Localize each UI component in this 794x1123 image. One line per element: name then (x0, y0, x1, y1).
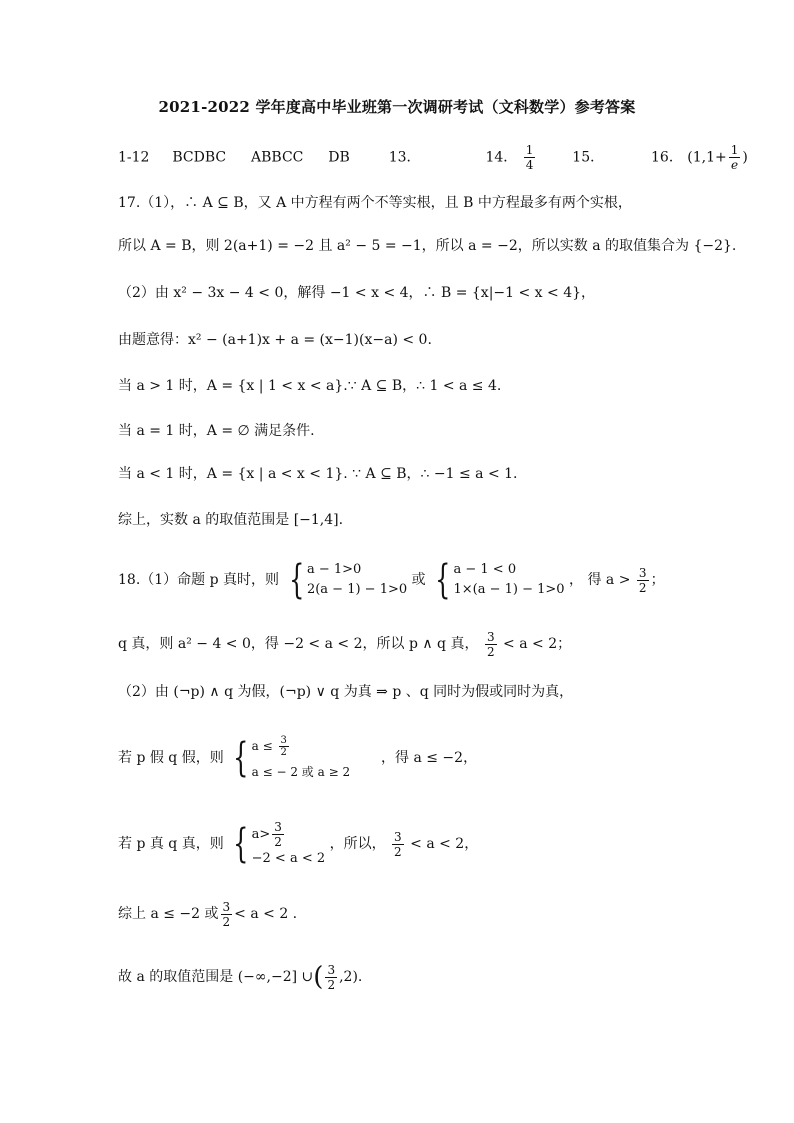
answer-16-pre: (1,1+ (687, 149, 727, 166)
p18-l7-end: . (357, 969, 363, 985)
answer-13: 13． (388, 149, 421, 166)
p18-l6-fraction: $\frac{3}{2}$ (222, 899, 231, 929)
p18-l5-mid: ，所以， (329, 836, 386, 852)
p18-line-4 (118, 730, 477, 786)
p18-system-1: { a − 1>0 2(a − 1) − 1>0 (288, 557, 408, 603)
p18-l1-result: ， 得 a > (569, 572, 631, 588)
p18-line-7 (118, 958, 362, 996)
sys4-row-2: −2 < a < 2 (251, 850, 326, 866)
sys2-row-2: 1×(a − 1) − 1>0 (453, 582, 565, 597)
p18-l7-text: 故 a 的取值范围是 (−∞,−2] ∪ (118, 969, 314, 985)
sys1-row-2: 2(a − 1) − 1>0 (306, 582, 408, 597)
p18-system-4: { a> $\frac{3}{2}$ −2 < a < 2 (233, 819, 326, 867)
p18-l4-end: ，得 a ≤ −2， (381, 750, 478, 766)
answer-range: 1-12 (118, 149, 150, 166)
p18-line-1 (118, 556, 665, 604)
p18-line-6 (118, 896, 297, 932)
p18-system-2: { a − 1 < 0 1×(a − 1) − 1>0 (435, 557, 565, 603)
answer-group-3: DB (328, 149, 350, 166)
sys3-row-1: a ≤ $\frac{3}{2}$ (251, 734, 287, 758)
p18-l7-fraction: $\frac{3}{2}$ (327, 962, 336, 992)
answer-key-row (118, 143, 748, 172)
sys2-row-1: a − 1 < 0 (453, 562, 517, 577)
p18-l2-text: q 真，则 a² − 4 < 0，得 −2 < a < 2，所以 p ∧ q 真， (118, 636, 479, 652)
sys1-row-1: a − 1>0 (306, 562, 362, 577)
p17-line-8: 综上，实数 a 的取值范围是 [−1,4]. (118, 512, 344, 528)
answer-14-label: 14． (485, 149, 518, 166)
p18-l2-end: < a < 2； (503, 636, 572, 652)
page-title: 2021-2022 学年度高中毕业班第一次调研考试（文科数学）参考答案 (158, 98, 636, 116)
p18-l5-text: 若 p 真 q 真，则 (118, 836, 224, 852)
answer-14-fraction: $\frac{1}{4}$ (525, 143, 534, 172)
p17-line-5: 当 a > 1 时，A = {x | 1 < x < a}.∵ A ⊆ B，∴ 1 < a ≤ 4. (118, 378, 502, 394)
answer-16-post: ) (742, 149, 748, 166)
p18-l2-fraction: $\frac{3}{2}$ (486, 629, 495, 659)
p18-l6-end: < a < 2 . (234, 906, 298, 922)
p18-l7-lparen: ( (313, 962, 324, 992)
answer-16-fraction: $\frac{1}{e}$ (730, 143, 739, 172)
p17-line-7: 当 a < 1 时，A = {x | a < x < 1}. ∵ A ⊆ B，∴ −1 ≤ a < 1. (118, 466, 518, 482)
p18-line-5 (118, 816, 478, 872)
sys3-row-2: a ≤ − 2 或 a ≥ 2 (251, 764, 351, 779)
p18-l5-end: < a < 2， (410, 836, 479, 852)
p17-line-3: （2）由 x² − 3x − 4 < 0，解得 −1 < x < 4，∴ B = {x|−1 < x < 4}， (118, 285, 596, 301)
p18-line-3: （2）由 (¬p) ∧ q 为假，(¬p) ∨ q 为真 ⇒ p 、q 同时为假或同时为真， (118, 684, 574, 700)
answer-group-1: BCDBC (172, 149, 227, 166)
answer-group-2: ABBCC (251, 149, 304, 166)
p18-l1-end: ； (650, 572, 665, 588)
p18-l5-fraction: $\frac{3}{2}$ (394, 829, 402, 859)
p17-line-2: 所以 A = B，则 2(a+1) = −2 且 a² − 5 = −1，所以 a = −2，所以实数 a 的取值集合为 {−2}. (118, 238, 737, 254)
answer-15: 15． (572, 149, 605, 166)
p18-line-2 (118, 626, 571, 662)
sys4-row-1: a> $\frac{3}{2}$ (251, 819, 282, 849)
p17-line-6: 当 a = 1 时，A = ∅ 满足条件. (118, 423, 315, 439)
p17-line-1: 17.（1），∴ A ⊆ B，又 A 中方程有两个不等实根，且 B 中方程最多有两个实根， (118, 195, 632, 211)
p18-l1-fraction: $\frac{3}{2}$ (638, 565, 647, 595)
p18-l6-text: 综上 a ≤ −2 或 (118, 906, 219, 922)
p18-l1-text: 18.（1）命题 p 真时，则 (118, 572, 280, 588)
p18-l4-text: 若 p 假 q 假，则 (118, 750, 224, 766)
p18-system-3: { a ≤ $\frac{3}{2}$ a ≤ − 2 或 a ≥ 2 (233, 734, 351, 781)
answer-16-label: 16． (651, 149, 683, 166)
p18-or: 或 (411, 572, 426, 588)
p18-l7-rparen: ,2) (339, 969, 358, 985)
p17-line-4: 由题意得：x² − (a+1)x + a = (x−1)(x−a) < 0. (118, 332, 432, 348)
